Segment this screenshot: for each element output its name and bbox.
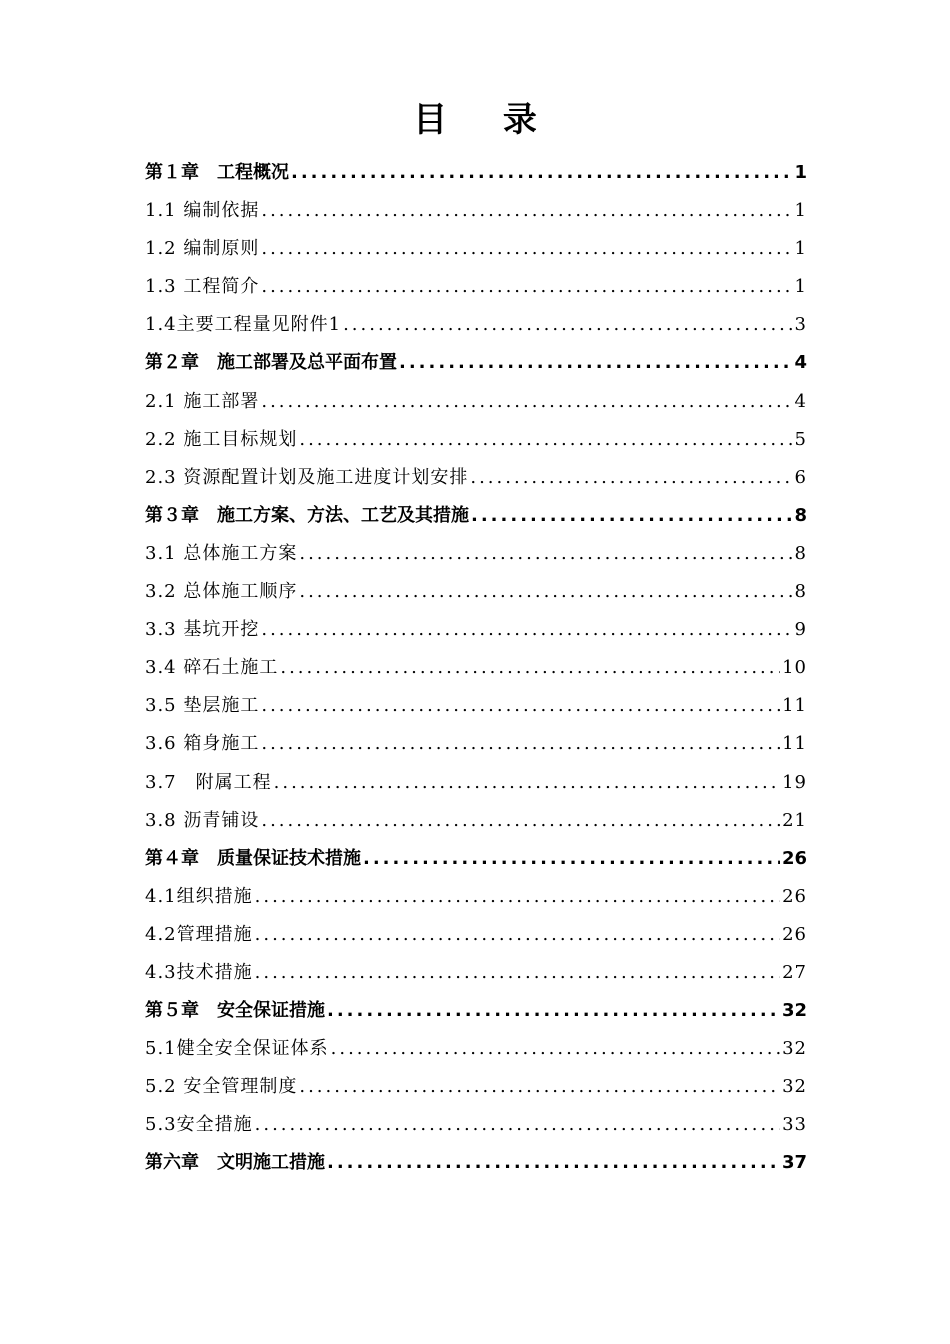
toc-dot-leader bbox=[331, 1030, 780, 1068]
toc-entry-label: 2.2 施工目标规划 bbox=[145, 428, 298, 450]
toc-entry-label: 第１章 工程概况 bbox=[145, 162, 289, 183]
toc-entry-label: 第２章 施工部署及总平面布置 bbox=[145, 352, 397, 374]
toc-dot-leader bbox=[261, 230, 792, 268]
toc-dot-leader bbox=[299, 1068, 780, 1106]
toc-chapter-entry[interactable] bbox=[145, 1144, 807, 1182]
toc-chapter-entry[interactable] bbox=[145, 154, 807, 192]
toc-page-number: 4 bbox=[794, 390, 807, 412]
toc-dot-leader bbox=[399, 344, 792, 382]
toc-page-number: 32 bbox=[781, 1000, 807, 1022]
toc-dot-leader bbox=[255, 878, 780, 916]
toc-section-entry[interactable] bbox=[145, 725, 807, 763]
toc-page-number: 3 bbox=[794, 314, 807, 336]
toc-dot-leader bbox=[255, 1106, 780, 1144]
toc-dot-leader bbox=[299, 421, 792, 459]
toc-page-number: 26 bbox=[781, 847, 807, 869]
toc-dot-leader bbox=[470, 459, 792, 497]
toc-title: 目 录 bbox=[413, 100, 559, 140]
toc-section-entry[interactable] bbox=[145, 916, 807, 954]
toc-section-entry[interactable] bbox=[145, 687, 807, 725]
toc-entry-label: 1.1 编制依据 bbox=[145, 200, 260, 222]
toc-section-entry[interactable] bbox=[145, 1106, 807, 1144]
toc-page-number: 1 bbox=[794, 276, 807, 298]
toc-entry-label: 3.1 总体施工方案 bbox=[145, 542, 298, 564]
toc-entry-label: 5.2 安全管理制度 bbox=[145, 1076, 298, 1098]
toc-section-entry[interactable] bbox=[145, 1030, 807, 1068]
toc-entry-label: 1.3 工程简介 bbox=[145, 276, 260, 298]
toc-dot-leader bbox=[299, 573, 792, 611]
toc-entry-label: 5.3安全措施 bbox=[145, 1114, 253, 1136]
toc-page-number: 8 bbox=[794, 504, 807, 526]
toc-list bbox=[145, 154, 807, 1183]
toc-section-entry[interactable] bbox=[145, 192, 807, 230]
toc-section-entry[interactable] bbox=[145, 268, 807, 306]
toc-dot-leader bbox=[280, 649, 780, 687]
toc-page-number: 19 bbox=[782, 771, 807, 793]
toc-entry-label: 第六章 文明施工措施 bbox=[145, 1152, 325, 1174]
toc-entry-label: 3.6 箱身施工 bbox=[145, 733, 260, 755]
toc-page-number: 9 bbox=[794, 619, 807, 641]
toc-entry-label: 第３章 施工方案、方法、工艺及其措施 bbox=[145, 504, 469, 526]
toc-page-number: 32 bbox=[782, 1076, 807, 1098]
toc-dot-leader bbox=[255, 916, 780, 954]
toc-page-number: 8 bbox=[794, 542, 807, 564]
toc-entry-label: 3.4 碎石土施工 bbox=[145, 657, 279, 679]
toc-entry-label: 4.2管理措施 bbox=[145, 923, 253, 945]
toc-entry-label: 第４章 质量保证技术措施 bbox=[145, 847, 361, 869]
toc-section-entry[interactable] bbox=[145, 802, 807, 840]
toc-entry-label: 1.4主要工程量见附件1 bbox=[145, 314, 342, 336]
toc-entry-label: 4.1组织措施 bbox=[145, 885, 253, 907]
toc-page-number: 21 bbox=[782, 809, 807, 831]
toc-page-number: 11 bbox=[782, 695, 807, 717]
toc-dot-leader bbox=[255, 954, 780, 992]
toc-dot-leader bbox=[343, 306, 792, 344]
toc-dot-leader bbox=[363, 840, 780, 878]
toc-dot-leader bbox=[261, 611, 792, 649]
toc-page-number: 33 bbox=[782, 1114, 807, 1136]
toc-section-entry[interactable] bbox=[145, 878, 807, 916]
toc-entry-label: 第５章 安全保证措施 bbox=[145, 1000, 325, 1022]
toc-entry-label: 5.1健全安全保证体系 bbox=[145, 1038, 329, 1060]
toc-page-number: 6 bbox=[794, 466, 807, 488]
toc-chapter-entry[interactable] bbox=[145, 840, 807, 878]
toc-page-number: 4 bbox=[794, 352, 807, 374]
toc-dot-leader bbox=[327, 992, 780, 1030]
toc-page-number: 11 bbox=[782, 733, 807, 755]
toc-dot-leader bbox=[471, 497, 792, 535]
toc-section-entry[interactable] bbox=[145, 649, 807, 687]
toc-section-entry[interactable] bbox=[145, 459, 807, 497]
toc-page-number: 5 bbox=[794, 428, 807, 450]
toc-section-entry[interactable] bbox=[145, 421, 807, 459]
toc-section-entry[interactable] bbox=[145, 573, 807, 611]
toc-section-entry[interactable] bbox=[145, 764, 807, 802]
toc-entry-label: 3.2 总体施工顺序 bbox=[145, 581, 298, 603]
toc-chapter-entry[interactable] bbox=[145, 497, 807, 535]
toc-dot-leader bbox=[261, 802, 780, 840]
toc-chapter-entry[interactable] bbox=[145, 344, 807, 382]
toc-entry-label: 3.7 附属工程 bbox=[145, 771, 272, 793]
toc-entry-label: 2.1 施工部署 bbox=[145, 390, 260, 412]
toc-entry-label: 2.3 资源配置计划及施工进度计划安排 bbox=[145, 466, 469, 488]
toc-dot-leader bbox=[261, 383, 792, 421]
toc-dot-leader bbox=[261, 192, 792, 230]
toc-section-entry[interactable] bbox=[145, 535, 807, 573]
toc-section-entry[interactable] bbox=[145, 230, 807, 268]
toc-page-number: 32 bbox=[782, 1038, 807, 1060]
toc-page-number: 10 bbox=[782, 657, 807, 679]
toc-dot-leader bbox=[291, 154, 792, 192]
toc-page-number: 1 bbox=[794, 162, 807, 183]
toc-page-number: 26 bbox=[782, 885, 807, 907]
toc-dot-leader bbox=[261, 725, 780, 763]
toc-page-number: 26 bbox=[782, 923, 807, 945]
toc-section-entry[interactable] bbox=[145, 1068, 807, 1106]
toc-page-number: 37 bbox=[781, 1152, 807, 1174]
toc-entry-label: 1.2 编制原则 bbox=[145, 238, 260, 260]
toc-dot-leader bbox=[274, 764, 780, 802]
toc-section-entry[interactable] bbox=[145, 306, 807, 344]
toc-dot-leader bbox=[261, 687, 780, 725]
toc-section-entry[interactable] bbox=[145, 611, 807, 649]
toc-section-entry[interactable] bbox=[145, 954, 807, 992]
toc-dot-leader bbox=[299, 535, 792, 573]
toc-dot-leader bbox=[327, 1144, 780, 1182]
toc-page-number: 1 bbox=[794, 200, 807, 222]
toc-page-number: 8 bbox=[794, 581, 807, 603]
toc-section-entry[interactable] bbox=[145, 383, 807, 421]
toc-entry-label: 3.8 沥青铺设 bbox=[145, 809, 260, 831]
toc-chapter-entry[interactable] bbox=[145, 992, 807, 1030]
toc-entry-label: 3.5 垫层施工 bbox=[145, 695, 260, 717]
toc-entry-label: 3.3 基坑开挖 bbox=[145, 619, 260, 641]
toc-page-number: 27 bbox=[782, 961, 807, 983]
toc-entry-label: 4.3技术措施 bbox=[145, 961, 253, 983]
toc-dot-leader bbox=[261, 268, 792, 306]
toc-page-number: 1 bbox=[794, 238, 807, 260]
